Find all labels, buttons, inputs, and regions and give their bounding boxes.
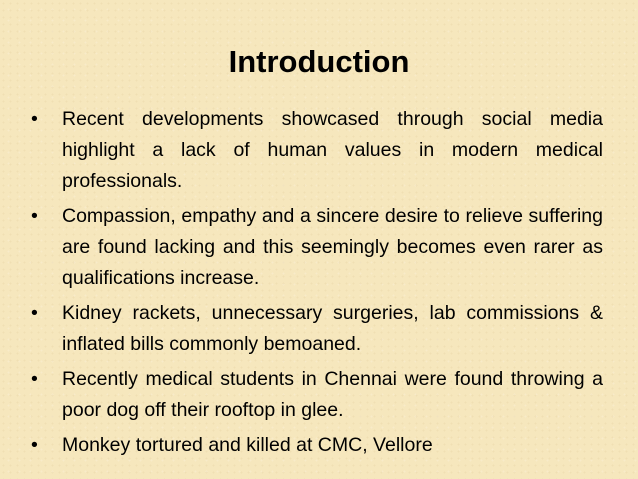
- slide-title: Introduction: [228, 44, 410, 79]
- bullet-text: Recently medical students in Chennai were found throwing a poor dog off their rooftop in glee.: [62, 368, 603, 421]
- bullet-item-monkey-cmc: [31, 430, 603, 461]
- bullet-item-recent-developments: [31, 104, 603, 197]
- bullet-list: [31, 104, 603, 465]
- bullet-text: Kidney rackets, unnecessary surgeries, lab commissions & inflated bills commonly bemoaned.: [62, 302, 603, 355]
- bullet-marker: •: [31, 302, 38, 324]
- bullet-text: Compassion, empathy and a sincere desire to relieve suffering are found lacking and this seemingly becomes even rarer as qualifications increase.: [62, 205, 603, 289]
- bullet-item-chennai-students: [31, 364, 603, 426]
- bullet-text: Monkey tortured and killed at CMC, Vellore: [62, 434, 433, 456]
- bullet-marker: •: [31, 205, 38, 227]
- bullet-item-compassion: [31, 201, 603, 294]
- bullet-marker: •: [31, 108, 38, 130]
- bullet-text: Recent developments showcased through social media highlight a lack of human values in modern medical professionals.: [62, 108, 603, 192]
- bullet-marker: •: [31, 434, 38, 456]
- bullet-marker: •: [31, 368, 38, 390]
- bullet-item-kidney-rackets: [31, 298, 603, 360]
